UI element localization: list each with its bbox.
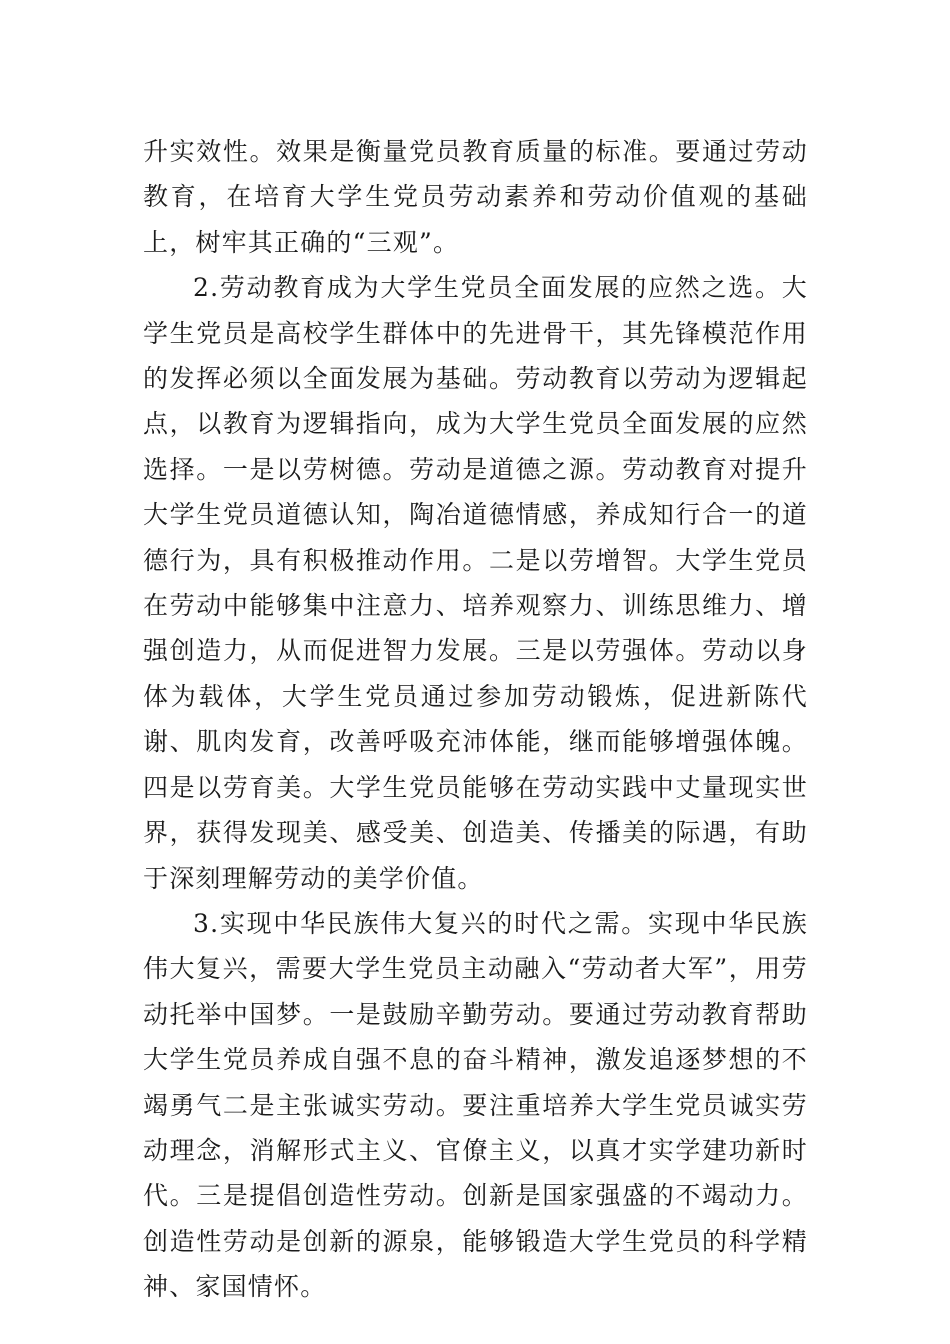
paragraph-continuation: 升实效性。效果是衡量党员教育质量的标准。要通过劳动教育，在培育大学生党员劳动素养和劳动价值观的基础上，树牢其正确的“三观”。 bbox=[143, 137, 808, 257]
paragraph-section-3: 3.实现中华民族伟大复兴的时代之需。实现中华民族伟大复兴，需要大学生党员主动融入“劳动者大军”，用劳动托举中国梦。一是鼓励辛勤劳动。要通过劳动教育帮助大学生党员养成自强不息的奋斗精神，激发追逐梦想的不竭勇气二是主张诚实劳动。要注重培养大学生党员诚实劳动理念，消解形式主义、官僚主义，以真才实学建功新时代。三是提倡创造性劳动。创新是国家强盛的不竭动力。创造性劳动是创新的源泉，能够锻造大学生党员的科学精神、家国情怀。 bbox=[143, 908, 808, 1302]
document-body bbox=[143, 129, 808, 1310]
paragraph-section-2: 2.劳动教育成为大学生党员全面发展的应然之选。大学生党员是高校学生群体中的先进骨干，其先锋模范作用的发挥必须以全面发展为基础。劳动教育以劳动为逻辑起点，以教育为逻辑指向，成为大学生党员全面发展的应然选择。一是以劳树德。劳动是道德之源。劳动教育对提升大学生党员道德认知，陶冶道德情感，养成知行合一的道德行为，具有积极推动作用。二是以劳增智。大学生党员在劳动中能够集中注意力、培养观察力、训练思维力、增强创造力，从而促进智力发展。三是以劳强体。劳动以身体为载体，大学生党员通过参加劳动锻炼，促进新陈代谢、肌肉发育，改善呼吸充沛体能，继而能够增强体魄。四是以劳育美。大学生党员能够在劳动实践中丈量现实世界，获得发现美、感受美、创造美、传播美的际遇，有助于深刻理解劳动的美学价值。 bbox=[143, 273, 808, 893]
